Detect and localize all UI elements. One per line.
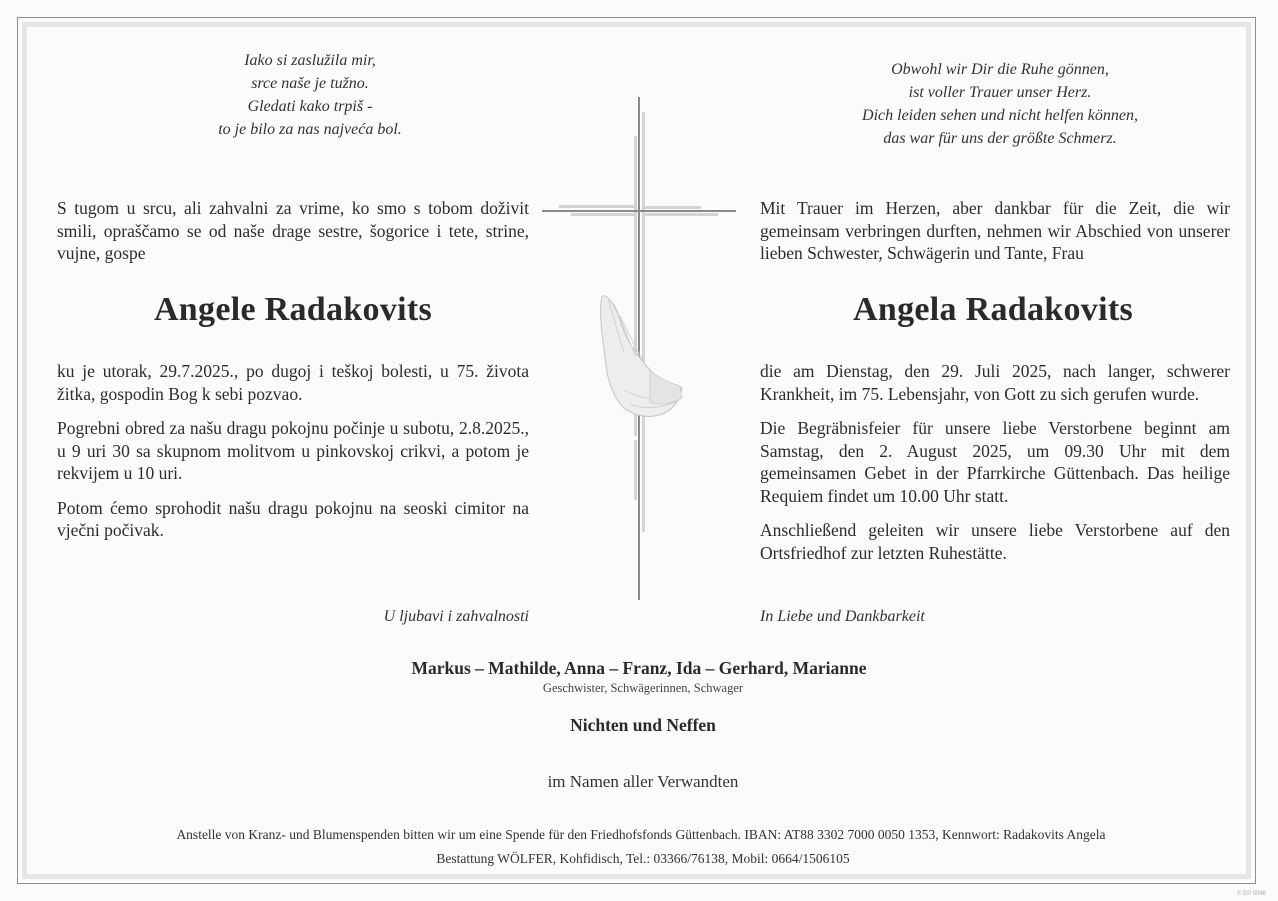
- right-intro: [760, 197, 1230, 277]
- paragraph: ku je utorak, 29.7.2025., po dugoj i teškoj bolesti, u 75. života žitka, gospodin Bog k sebi pozvao.: [57, 361, 529, 404]
- paragraph: Die Begräbnisfeier für unsere liebe Verstorbene beginnt am Samstag, den 2. August 2025, um 09.30 Uhr mit dem gemeinsamen Gebet in der Pfarrkirche Güttenbach. Das heilige Requiem findet um 10.00 Uhr statt.: [760, 418, 1230, 506]
- mourners-all-relatives: im Namen aller Verwandten: [547, 772, 739, 791]
- intro-text: Mit Trauer im Herzen, aber dankbar für die Zeit, die wir gemeinsam verbringen durften, nehmen wir Abschied von unserer lieben Schwester, Schwägerin und Tante, Frau: [760, 198, 1230, 263]
- poem-line: das war für uns der größte Schmerz.: [883, 130, 1117, 147]
- copyright-note: © EP 9086: [1237, 891, 1266, 897]
- mourners-family: Markus – Mathilde, Anna – Franz, Ida – Gerhard, Marianne: [411, 658, 867, 678]
- paragraph: die am Dienstag, den 29. Juli 2025, nach langer, schwerer Krankheit, im 75. Lebensjahr, von Gott zu sich gerufen wurde.: [760, 361, 1230, 404]
- paragraph: Pogrebni obred za našu dragu pokojnu počinje u subotu, 2.8.2025., u 9 uri 30 sa skupnom molitvom u pinkovskoj crikvi, a potom je rekvijem u 10 uri.: [57, 418, 529, 483]
- poem-line: Obwohl wir Dir die Ruhe gönnen,: [891, 61, 1109, 78]
- left-body: [57, 360, 529, 554]
- right-body: [760, 360, 1230, 576]
- mourners-relation: Geschwister, Schwägerinnen, Schwager: [542, 681, 744, 695]
- poem-line: Gledati kako trpiš -: [247, 98, 373, 115]
- paragraph: Anschließend geleiten wir unsere liebe Verstorbene auf den Ortsfriedhof zur letzten Ruhestätte.: [760, 520, 1230, 563]
- left-intro: [57, 197, 529, 277]
- poem-line: Iako si zaslužila mir,: [244, 52, 376, 69]
- praying-hands-icon: [594, 286, 684, 436]
- left-closing: U ljubavi i zahvalnosti: [383, 608, 529, 625]
- left-name-heading: Angele Radakovits: [153, 291, 433, 328]
- intro-text: S tugom u srcu, ali zahvalni za vrime, ko smo s tobom doživit smili, opraščamo se od naše drage sestre, šogorice i tete, strine, vujne, gospe: [57, 198, 529, 263]
- right-name-heading: Angela Radakovits: [853, 291, 1133, 328]
- poem-line: Dich leiden sehen und nicht helfen können,: [862, 107, 1138, 124]
- undertaker-info: Bestattung WÖLFER, Kohfidisch, Tel.: 03366/76138, Mobil: 0664/1506105: [436, 851, 850, 866]
- paragraph: Potom ćemo sprohodit našu dragu pokojnu na seoski cimitor na vječni počivak.: [57, 497, 529, 540]
- donation-note: Anstelle von Kranz- und Blumenspenden bitten wir um eine Spende für den Friedhofsfonds Güttenbach. IBAN: AT88 3302 7000 0050 1353, Kennwort: Radakovits Angela: [176, 827, 1106, 842]
- poem-croatian: [150, 49, 470, 141]
- mourners-nieces: Nichten und Neffen: [570, 715, 716, 735]
- poem-line: srce naše je tužno.: [251, 75, 369, 92]
- right-closing: In Liebe und Dankbarkeit: [760, 608, 925, 625]
- poem-line: to je bilo za nas najveća bol.: [218, 121, 402, 138]
- poem-line: ist voller Trauer unser Herz.: [908, 84, 1092, 101]
- poem-german: [820, 58, 1180, 150]
